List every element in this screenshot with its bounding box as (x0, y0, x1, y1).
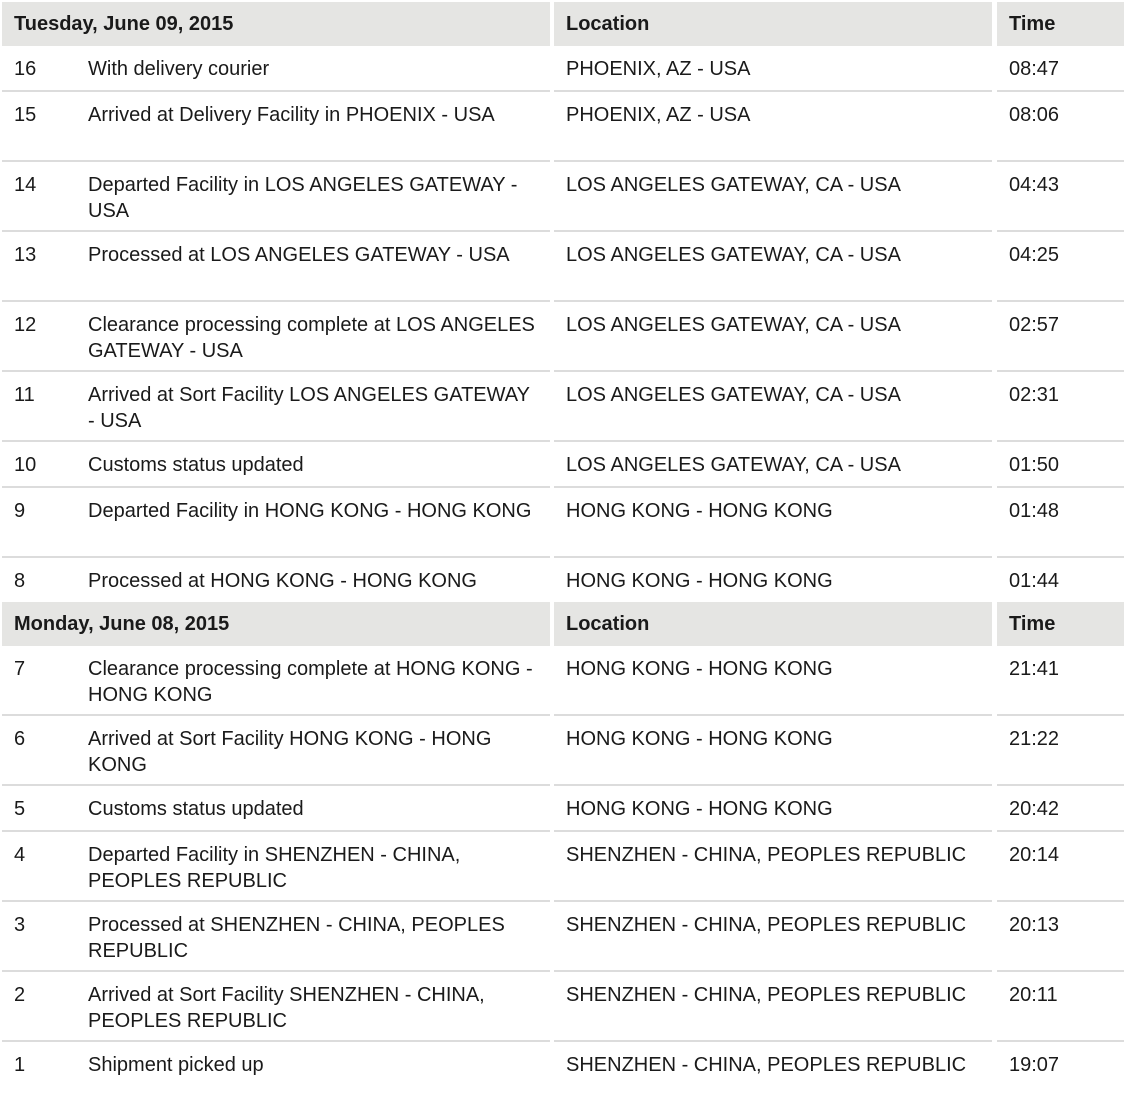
location-header: Location (554, 602, 992, 646)
event-row (2, 232, 1124, 302)
event-description: With delivery courier (76, 46, 550, 92)
event-time: 04:43 (997, 162, 1124, 232)
event-time: 02:57 (997, 302, 1124, 372)
event-row (2, 442, 1124, 488)
event-time: 20:13 (997, 902, 1124, 972)
event-location: SHENZHEN - CHINA, PEOPLES REPUBLIC (566, 1054, 967, 1076)
event-description: Arrived at Sort Facility HONG KONG - HONG KONG (76, 716, 550, 786)
location-header: Location (554, 2, 992, 46)
event-row (2, 786, 1124, 832)
event-number: 5 (2, 786, 76, 832)
event-number: 12 (2, 302, 76, 372)
event-description: Processed at HONG KONG - HONG KONG (88, 570, 477, 592)
event-row (2, 92, 1124, 162)
event-time: 20:14 (997, 832, 1124, 902)
event-description: Shipment picked up (88, 1054, 264, 1076)
event-location: SHENZHEN - CHINA, PEOPLES REPUBLIC (554, 972, 992, 1042)
event-row (2, 832, 1124, 902)
event-description: Arrived at Delivery Facility in PHOENIX - USA (76, 92, 550, 162)
event-location: LOS ANGELES GATEWAY, CA - USA (554, 302, 992, 372)
event-location: LOS ANGELES GATEWAY, CA - USA (554, 232, 992, 302)
event-number: 8 (14, 570, 26, 592)
event-time: 01:50 (997, 442, 1124, 488)
event-location: LOS ANGELES GATEWAY, CA - USA (554, 162, 992, 232)
event-number: 14 (2, 162, 76, 232)
event-description: Arrived at Sort Facility SHENZHEN - CHINA, PEOPLES REPUBLIC (76, 972, 550, 1042)
event-time: 19:07 (1009, 1054, 1060, 1076)
event-description: Departed Facility in HONG KONG - HONG KONG (76, 488, 550, 558)
event-number: 7 (2, 646, 76, 716)
event-number: 16 (2, 46, 76, 92)
event-description: Departed Facility in LOS ANGELES GATEWAY - USA (76, 162, 550, 232)
event-description: Customs status updated (76, 442, 550, 488)
event-time: 04:25 (997, 232, 1124, 302)
event-description: Processed at LOS ANGELES GATEWAY - USA (76, 232, 550, 302)
event-location: SHENZHEN - CHINA, PEOPLES REPUBLIC (554, 902, 992, 972)
event-time: 01:44 (1009, 570, 1060, 592)
event-time: 21:22 (997, 716, 1124, 786)
event-location: HONG KONG - HONG KONG (566, 570, 833, 592)
day-header-row (2, 2, 1124, 46)
event-location: PHOENIX, AZ - USA (554, 92, 992, 162)
event-description: Arrived at Sort Facility LOS ANGELES GATEWAY - USA (76, 372, 550, 442)
time-header: Time (997, 2, 1124, 46)
event-number: 13 (2, 232, 76, 302)
event-description: Clearance processing complete at LOS ANGELES GATEWAY - USA (76, 302, 550, 372)
event-number: 10 (2, 442, 76, 488)
event-description: Clearance processing complete at HONG KONG - HONG KONG (76, 646, 550, 716)
day-header-row (2, 602, 1124, 646)
event-number: 6 (2, 716, 76, 786)
event-location: HONG KONG - HONG KONG (554, 716, 992, 786)
event-row (2, 716, 1124, 786)
event-description: Customs status updated (76, 786, 550, 832)
event-time: 20:42 (997, 786, 1124, 832)
event-number: 4 (2, 832, 76, 902)
event-number: 11 (2, 372, 76, 442)
event-row (2, 488, 1124, 558)
event-time: 01:48 (997, 488, 1124, 558)
event-time: 08:06 (997, 92, 1124, 162)
event-time: 08:47 (997, 46, 1124, 92)
event-description: Processed at SHENZHEN - CHINA, PEOPLES REPUBLIC (76, 902, 550, 972)
event-location: LOS ANGELES GATEWAY, CA - USA (554, 372, 992, 442)
event-row (2, 302, 1124, 372)
event-row (2, 162, 1124, 232)
event-row (2, 646, 1124, 716)
event-row (2, 46, 1124, 92)
event-description: Departed Facility in SHENZHEN - CHINA, PEOPLES REPUBLIC (76, 832, 550, 902)
event-time: 02:31 (997, 372, 1124, 442)
event-location: PHOENIX, AZ - USA (554, 46, 992, 92)
event-location: LOS ANGELES GATEWAY, CA - USA (554, 442, 992, 488)
tracking-history-table (2, 2, 1124, 1110)
event-location: HONG KONG - HONG KONG (554, 646, 992, 716)
event-row (2, 1042, 1124, 1110)
event-row (2, 972, 1124, 1042)
event-location: HONG KONG - HONG KONG (554, 488, 992, 558)
event-row (2, 558, 1124, 602)
event-number: 1 (14, 1054, 26, 1076)
event-number: 2 (2, 972, 76, 1042)
event-time: 21:41 (997, 646, 1124, 716)
event-number: 15 (2, 92, 76, 162)
event-location: SHENZHEN - CHINA, PEOPLES REPUBLIC (554, 832, 992, 902)
event-time: 20:11 (997, 972, 1124, 1042)
event-number: 9 (2, 488, 76, 558)
event-row (2, 902, 1124, 972)
day-date: Tuesday, June 09, 2015 (2, 2, 550, 46)
day-date: Monday, June 08, 2015 (2, 602, 550, 646)
time-header: Time (997, 602, 1124, 646)
event-number: 3 (2, 902, 76, 972)
event-location: HONG KONG - HONG KONG (554, 786, 992, 832)
event-row (2, 372, 1124, 442)
